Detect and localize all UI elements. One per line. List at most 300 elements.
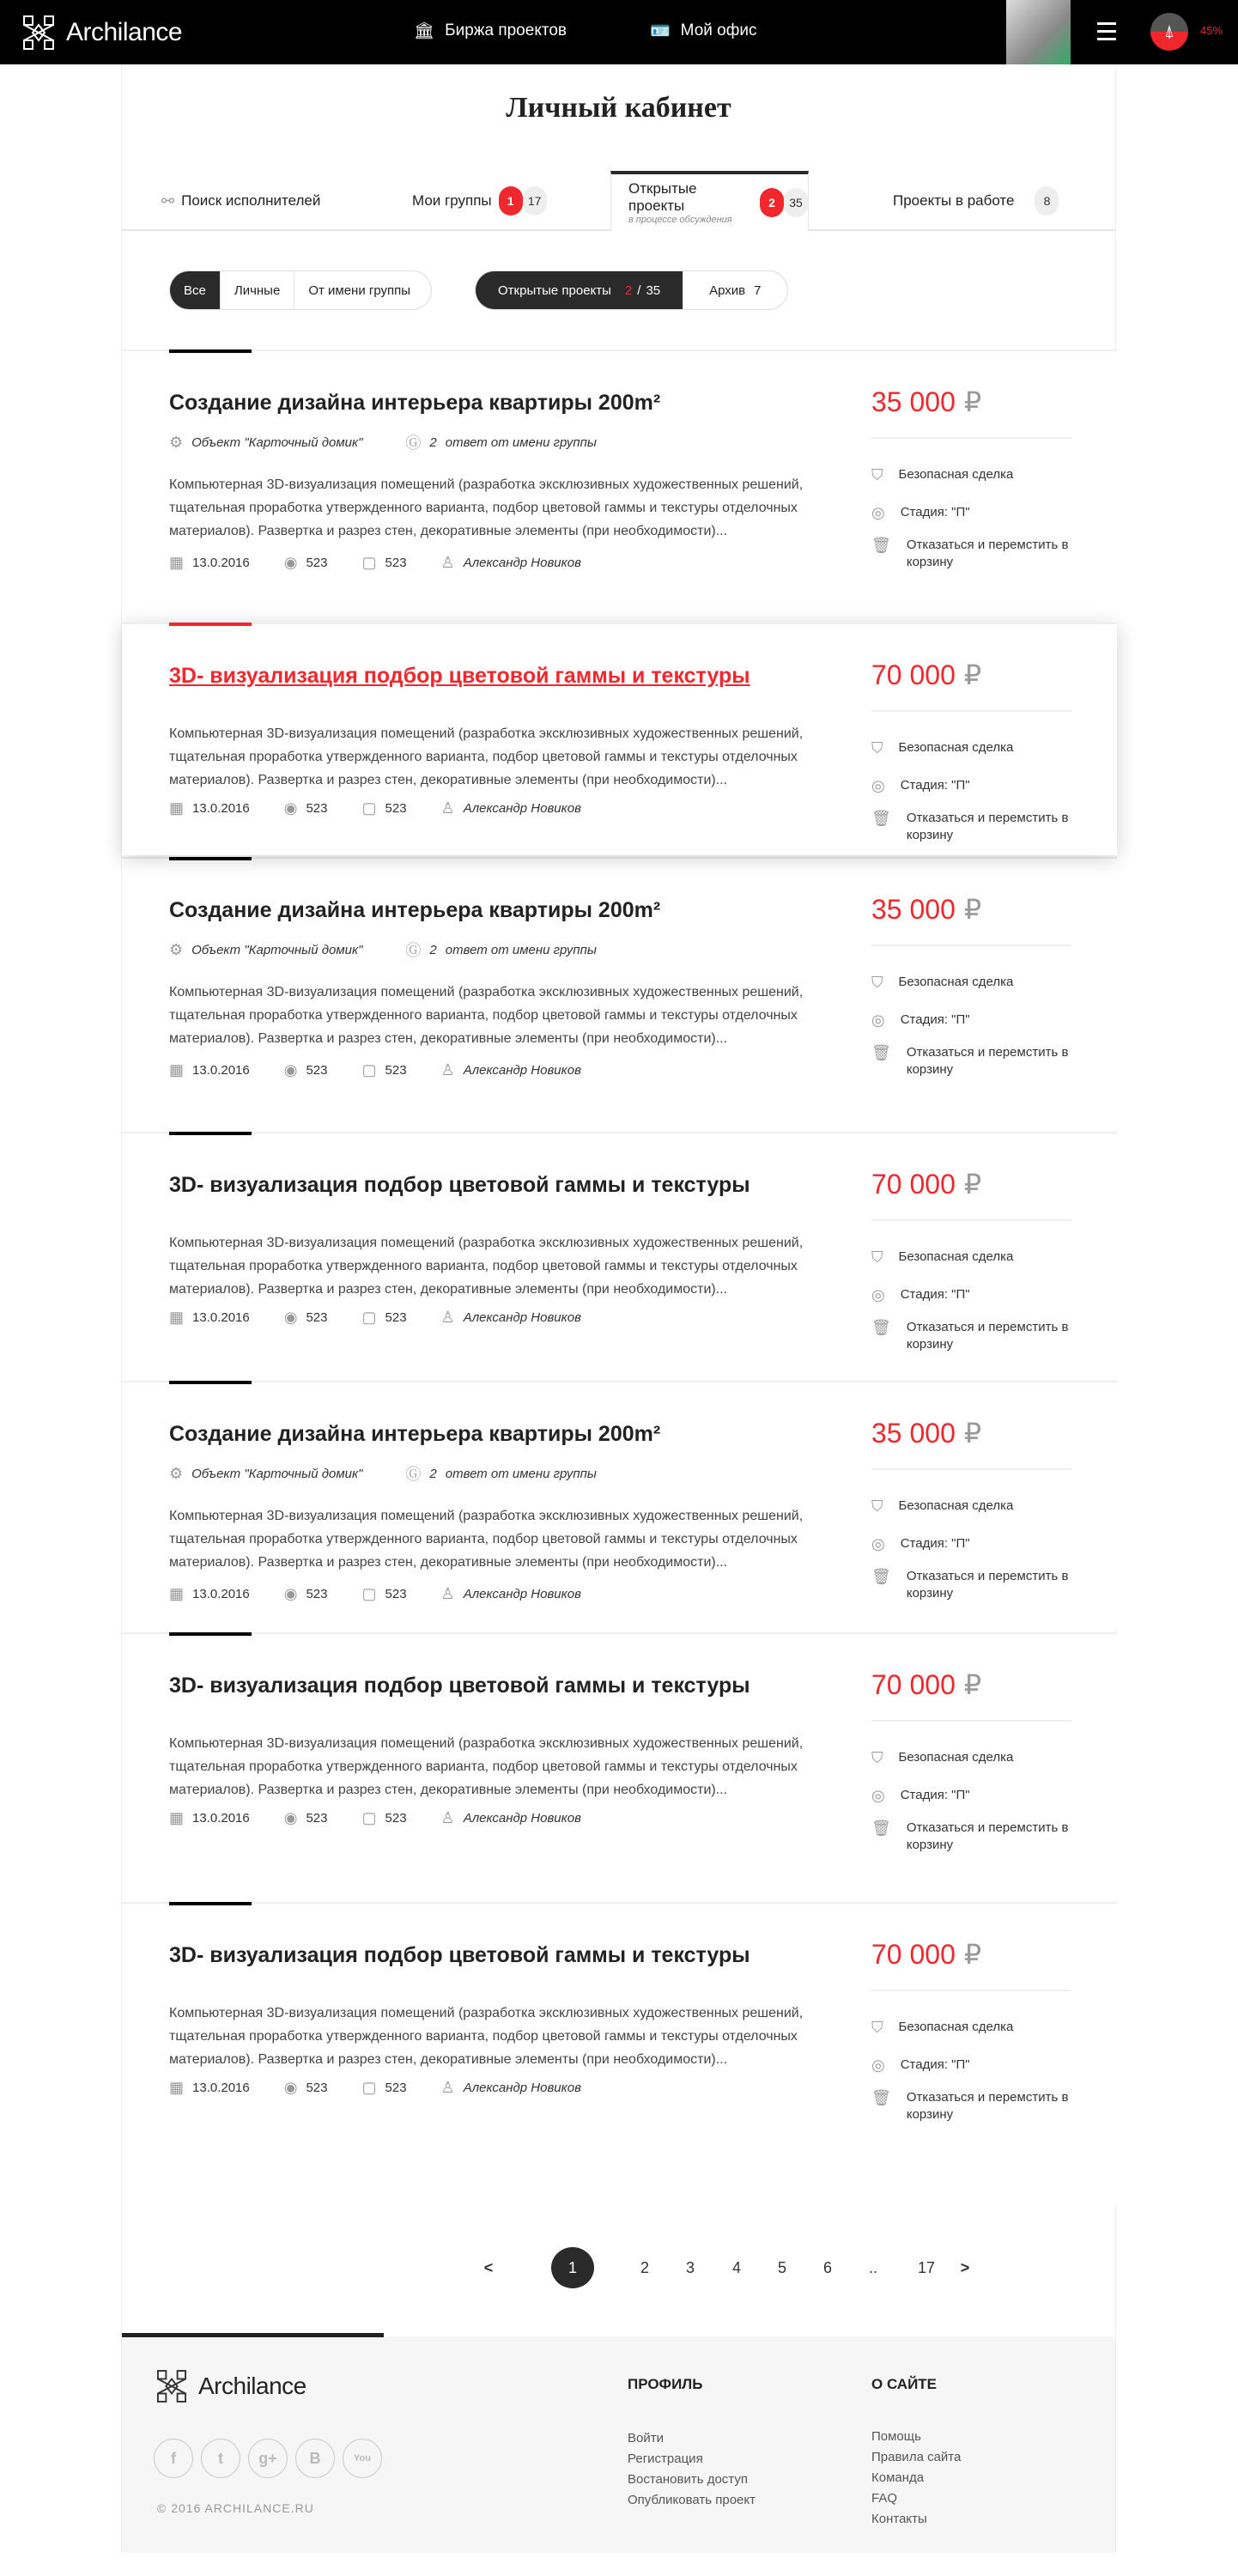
gear-icon: ⚙: [169, 1464, 184, 1482]
calendar-icon: ▦: [169, 1061, 185, 1078]
currency-icon: ₽: [963, 1169, 982, 1200]
youtube-icon[interactable]: You: [343, 2439, 382, 2478]
card-accent-bar: [169, 1902, 252, 1905]
project-card: [122, 857, 1117, 1130]
profile-progress-percent: 45%: [1200, 24, 1223, 37]
currency-icon: ₽: [963, 1669, 982, 1700]
project-author: [441, 799, 581, 817]
logo-icon: [23, 15, 54, 50]
card-accent-bar: [169, 857, 252, 860]
project-views: [284, 1309, 328, 1327]
safe-deal: [871, 739, 1086, 756]
project-date: [169, 1309, 250, 1327]
tab-my-groups[interactable]: [412, 171, 547, 231]
footer-profile-heading: ПРОФИЛЬ: [628, 2376, 703, 2392]
project-footer: [169, 1061, 581, 1079]
group-answers[interactable]: [405, 431, 597, 453]
nav-my-office[interactable]: [650, 21, 756, 41]
stage: [871, 1286, 1086, 1303]
trash-icon: 🗑: [871, 537, 891, 554]
filter-new-count: 2: [624, 283, 633, 298]
safe-deal-label: Безопасная сделка: [898, 1249, 1014, 1264]
user-icon: ♙: [440, 2079, 455, 2096]
project-price: [871, 659, 981, 691]
project-views-value: 523: [306, 1063, 328, 1078]
project-date: [169, 2079, 250, 2097]
project-views-value: 523: [306, 1310, 328, 1325]
badge-new: 1: [499, 186, 523, 216]
target-icon: ◎: [871, 777, 885, 794]
user-icon: ♙: [440, 1585, 455, 1602]
refuse-button-label: Отказаться и перемстить в корзину: [906, 811, 1069, 842]
project-comments: [362, 2079, 407, 2097]
tab-label: Мои группы: [412, 192, 492, 209]
column-icon: 🏛: [414, 22, 435, 40]
project-object: [169, 939, 362, 961]
project-title-link[interactable]: Создание дизайна интерьера квартиры 200m²: [169, 1422, 661, 1446]
refuse-button-label: Отказаться и перемстить в корзину: [906, 1320, 1069, 1352]
project-description: Компьютерная 3D-визуализация помещений (разработка эксклюзивных художественных решений, тщательная проработка утвержденного варианта, подбор цветовой гаммы и текстуры отделочных материалов). Развертка и разрез стен, декоративные элементы (при необходимости)...: [169, 2006, 804, 2067]
project-comments: [362, 1061, 407, 1079]
project-author: [441, 1809, 581, 1827]
target-icon: ◎: [871, 2057, 885, 2074]
card-accent-bar: [169, 623, 252, 626]
price-value: 70 000: [871, 659, 956, 690]
safe-deal-label: Безопасная сделка: [898, 1750, 1014, 1765]
eye-icon: ◉: [283, 1585, 298, 1602]
project-author-value: Александр Новиков: [463, 1310, 581, 1325]
google-plus-icon[interactable]: g+: [248, 2439, 288, 2478]
project-author-value: Александр Новиков: [463, 801, 581, 816]
id-card-icon: 🪪: [650, 22, 671, 40]
tab-sublabel: в процессе обсуждения: [628, 215, 732, 225]
safe-deal: [871, 466, 1086, 483]
footer-link[interactable]: Помощь: [871, 2429, 921, 2444]
divider: [871, 710, 1071, 712]
project-date: [169, 554, 250, 572]
filter-count: 7: [754, 283, 762, 298]
eye-icon: ◉: [283, 799, 298, 817]
user-icon: ♙: [440, 799, 455, 817]
project-comments-value: 523: [385, 1811, 407, 1826]
footer-link[interactable]: Востановить доступ: [628, 2472, 748, 2487]
answers-label: ответ от имени группы: [445, 434, 597, 450]
project-comments-value: 523: [385, 1310, 407, 1325]
group-answer-icon: Ⓖ: [405, 1466, 422, 1483]
project-comments-value: 523: [385, 1063, 407, 1078]
group-answer-icon: Ⓖ: [405, 942, 422, 959]
safe-deal-label: Безопасная сделка: [898, 740, 1014, 755]
project-date-value: 13.0.2016: [192, 1063, 250, 1078]
project-comments-value: 523: [385, 2081, 407, 2095]
badge-count: 17: [523, 186, 547, 216]
calendar-icon: ▦: [169, 554, 185, 571]
project-views-value: 523: [306, 556, 328, 570]
tab-search-executors[interactable]: [161, 171, 320, 231]
pagination-prev[interactable]: <: [483, 2259, 494, 2276]
project-footer: [169, 799, 581, 817]
project-title-link[interactable]: 3D- визуализация подбор цветовой гаммы и текстуры: [169, 664, 750, 688]
project-card: [122, 623, 1117, 855]
page-17[interactable]: 17: [917, 2259, 936, 2276]
project-author: [441, 2079, 581, 2097]
shield-icon: ⛉: [871, 1749, 883, 1766]
project-author-value: Александр Новиков: [463, 1811, 581, 1826]
trash-icon: 🗑: [871, 1044, 891, 1061]
object-name: Объект "Карточный домик": [191, 434, 363, 450]
safe-deal: [871, 1749, 1086, 1766]
refuse-button[interactable]: [871, 1568, 1086, 1602]
card-accent-bar: [169, 349, 252, 353]
stage-label: Стадия: "П": [900, 778, 970, 793]
project-description: Компьютерная 3D-визуализация помещений (разработка эксклюзивных художественных решений, тщательная проработка утвержденного варианта, подбор цветовой гаммы и текстуры отделочных материалов). Развертка и разрез стен, декоративные элементы (при необходимости)...: [169, 1736, 804, 1797]
refuse-button-label: Отказаться и перемстить в корзину: [906, 1045, 1069, 1077]
footer-link[interactable]: FAQ: [871, 2491, 898, 2506]
stage-label: Стадия: "П": [900, 1536, 970, 1551]
stage-label: Стадия: "П": [900, 505, 970, 519]
calendar-icon: ▦: [169, 1809, 185, 1826]
page-1[interactable]: 1: [551, 2247, 594, 2288]
tab-label: Проекты в работе: [893, 192, 1015, 209]
answers-label: ответ от имени группы: [445, 1466, 597, 1481]
project-title-link[interactable]: 3D- визуализация подбор цветовой гаммы и текстуры: [169, 1943, 750, 1967]
eye-icon: ◉: [283, 554, 298, 571]
stage: [871, 2057, 1086, 2074]
project-object: [169, 1462, 362, 1485]
footer-link[interactable]: Команда: [871, 2470, 925, 2485]
vk-icon[interactable]: B: [295, 2439, 335, 2478]
project-views: [284, 2079, 328, 2097]
stage: [871, 1012, 1086, 1029]
project-author: [441, 1061, 581, 1079]
filter-group[interactable]: От имени группы: [308, 283, 411, 298]
stage: [871, 504, 1086, 521]
calendar-icon: ▦: [169, 2079, 185, 2096]
tabs: [122, 171, 1115, 231]
comment-icon: ▢: [361, 1061, 377, 1078]
project-author: [441, 1585, 581, 1603]
refuse-button[interactable]: [871, 1319, 1086, 1353]
project-price: [871, 1417, 981, 1449]
project-date-value: 13.0.2016: [192, 1587, 250, 1601]
filter-archive[interactable]: [683, 271, 786, 309]
comment-icon: ▢: [361, 1809, 377, 1826]
badge-count: 8: [1035, 186, 1059, 216]
page-6[interactable]: 6: [822, 2259, 832, 2276]
page-title: Личный кабинет: [506, 92, 731, 124]
stage-label: Стадия: "П": [900, 2057, 970, 2072]
project-footer: [169, 1809, 581, 1827]
tab-projects-in-work[interactable]: [893, 171, 1059, 231]
facebook-icon[interactable]: f: [154, 2439, 193, 2478]
project-views: [284, 1585, 328, 1603]
project-footer: [169, 1585, 581, 1603]
profile-progress-compass-icon[interactable]: ⍋: [1150, 13, 1188, 51]
project-date-value: 13.0.2016: [192, 2081, 250, 2095]
project-date: [169, 799, 250, 817]
eye-icon: ◉: [283, 1061, 298, 1078]
eye-icon: ◉: [283, 2079, 298, 2096]
project-comments-value: 523: [385, 556, 407, 570]
trash-icon: 🗑: [871, 2089, 891, 2106]
divider: [871, 945, 1071, 946]
card-accent-bar: [169, 1381, 252, 1384]
project-object: [169, 431, 362, 453]
project-views: [284, 554, 328, 572]
filter-all[interactable]: Все: [170, 271, 221, 309]
price-value: 70 000: [871, 1669, 956, 1700]
shield-icon: ⛉: [871, 1498, 883, 1515]
filter-open-projects[interactable]: [476, 271, 683, 309]
eye-icon: ◉: [283, 1809, 298, 1826]
footer: [122, 2336, 1115, 2553]
safe-deal-label: Безопасная сделка: [898, 1498, 1014, 1513]
card-accent-bar: [169, 1632, 252, 1636]
comment-icon: ▢: [361, 799, 377, 817]
project-card: [122, 1132, 1117, 1379]
answers-count: 2: [429, 434, 437, 450]
project-author-value: Александр Новиков: [463, 1063, 581, 1078]
footer-link[interactable]: Войти: [628, 2431, 664, 2445]
footer-link[interactable]: Опубликовать проект: [628, 2493, 756, 2507]
project-description: Компьютерная 3D-визуализация помещений (разработка эксклюзивных художественных решений, тщательная проработка утвержденного варианта, подбор цветовой гаммы и текстуры отделочных материалов). Развертка и разрез стен, декоративные элементы (при необходимости)...: [169, 1236, 804, 1297]
stage: [871, 1535, 1086, 1552]
trash-icon: 🗑: [871, 1319, 891, 1336]
main-container: [121, 64, 1116, 2553]
eye-icon: ◉: [283, 1309, 298, 1326]
filter-total-count: 35: [646, 283, 661, 298]
target-icon: ◎: [871, 1012, 885, 1029]
divider: [871, 1468, 1071, 1470]
refuse-button[interactable]: [871, 2089, 1086, 2123]
project-views-value: 523: [306, 801, 328, 816]
divider: [871, 1990, 1071, 1991]
avatar[interactable]: [1006, 0, 1071, 64]
group-answers[interactable]: [405, 1462, 597, 1485]
filter-label: Открытые проекты: [498, 283, 611, 298]
logo[interactable]: [23, 15, 182, 50]
comment-icon: ▢: [361, 1309, 377, 1326]
user-icon: ♙: [440, 1309, 455, 1326]
project-views-value: 523: [306, 1587, 328, 1601]
page-5[interactable]: 5: [777, 2259, 786, 2276]
safe-deal: [871, 974, 1086, 991]
answers-label: ответ от имени группы: [445, 942, 597, 957]
target-icon: ◎: [871, 1286, 885, 1303]
project-date: [169, 1809, 250, 1827]
calendar-icon: ▦: [169, 1585, 185, 1602]
project-author-value: Александр Новиков: [463, 556, 581, 570]
project-views-value: 523: [306, 1811, 328, 1826]
refuse-button[interactable]: [871, 1820, 1086, 1854]
project-date-value: 13.0.2016: [192, 801, 250, 816]
calendar-icon: ▦: [169, 799, 185, 817]
currency-icon: ₽: [963, 894, 982, 925]
project-price: [871, 386, 981, 418]
trash-icon: 🗑: [871, 1568, 891, 1585]
project-card: [122, 1902, 1117, 2204]
price-value: 70 000: [871, 1169, 956, 1200]
shield-icon: ⛉: [871, 2019, 883, 2036]
project-author: [441, 554, 581, 572]
target-icon: ◎: [871, 1787, 885, 1804]
project-description: Компьютерная 3D-визуализация помещений (разработка эксклюзивных художественных решений, тщательная проработка утвержденного варианта, подбор цветовой гаммы и текстуры отделочных материалов). Развертка и разрез стен, декоративные элементы (при необходимости)...: [169, 985, 804, 1046]
project-footer: [169, 1309, 581, 1327]
tab-open-projects[interactable]: [610, 171, 809, 233]
project-author-value: Александр Новиков: [463, 2081, 581, 2095]
shield-icon: ⛉: [871, 1249, 883, 1266]
answers-count: 2: [429, 1466, 437, 1481]
stage-label: Стадия: "П": [900, 1788, 970, 1802]
shield-icon: ⛉: [871, 466, 883, 483]
user-icon: ♙: [440, 1809, 455, 1826]
currency-icon: ₽: [963, 1418, 982, 1449]
logo-icon: [157, 2369, 186, 2403]
refuse-button-label: Отказаться и перемстить в корзину: [906, 2090, 1069, 2122]
binoculars-icon: ⚯: [161, 191, 175, 210]
currency-icon: ₽: [963, 386, 982, 417]
divider: [871, 1720, 1071, 1722]
project-views-value: 523: [306, 2081, 328, 2095]
safe-deal-label: Безопасная сделка: [898, 975, 1014, 989]
project-meta: [169, 939, 597, 961]
page-4[interactable]: 4: [731, 2259, 741, 2276]
page-2[interactable]: 2: [640, 2259, 649, 2276]
object-name: Объект "Карточный домик": [191, 1466, 363, 1481]
group-answer-icon: Ⓖ: [405, 434, 422, 452]
project-card: [122, 1381, 1117, 1631]
footer-accent-bar: [122, 2333, 384, 2337]
tab-label: Открытые проекты: [628, 180, 697, 214]
currency-icon: ₽: [963, 1939, 982, 1970]
refuse-button[interactable]: [871, 810, 1086, 844]
trash-icon: 🗑: [871, 810, 891, 827]
project-author-value: Александр Новиков: [463, 1587, 581, 1601]
owner-filter: [169, 270, 432, 310]
copyright: © 2016 ARCHILANCE.RU: [157, 2501, 314, 2515]
filter-label: Архив: [709, 283, 746, 298]
project-comments: [362, 1309, 407, 1327]
project-date-value: 13.0.2016: [192, 1811, 250, 1826]
nav-project-exchange[interactable]: [414, 21, 567, 41]
object-name: Объект "Карточный домик": [191, 942, 363, 957]
nav-label: Мой офис: [680, 21, 757, 39]
tab-label: Поиск исполнителей: [181, 192, 321, 209]
safe-deal: [871, 1498, 1086, 1515]
comment-icon: ▢: [361, 554, 377, 571]
project-title-link[interactable]: Создание дизайна интерьера квартиры 200m²: [169, 391, 661, 415]
project-description: Компьютерная 3D-визуализация помещений (разработка эксклюзивных художественных решений, тщательная проработка утвержденного варианта, подбор цветовой гаммы и текстуры отделочных материалов). Развертка и разрез стен, декоративные элементы (при необходимости)...: [169, 477, 804, 538]
project-price: [871, 893, 981, 926]
gear-icon: ⚙: [169, 940, 184, 958]
trash-icon: 🗑: [871, 1820, 891, 1837]
user-icon: ♙: [440, 1061, 455, 1078]
shield-icon: ⛉: [871, 974, 883, 991]
filter-personal[interactable]: Личные: [221, 271, 294, 309]
project-comments-value: 523: [385, 801, 407, 816]
divider: [871, 437, 1071, 439]
project-title-link[interactable]: Создание дизайна интерьера квартиры 200m²: [169, 898, 661, 922]
safe-deal-label: Безопасная сделка: [898, 2020, 1014, 2034]
refuse-button[interactable]: [871, 1044, 1086, 1078]
filter-separator: /: [637, 283, 641, 298]
price-value: 35 000: [871, 894, 956, 925]
project-footer: [169, 554, 581, 572]
project-price: [871, 1168, 981, 1200]
badge-count: 35: [784, 188, 808, 217]
safe-deal-label: Безопасная сделка: [898, 467, 1014, 482]
status-filter: [475, 270, 788, 310]
badge-new: 2: [760, 188, 784, 217]
project-date: [169, 1585, 250, 1603]
target-icon: ◎: [871, 504, 885, 521]
safe-deal: [871, 2019, 1086, 2036]
brand-name: Archilance: [66, 18, 183, 46]
hamburger-menu-icon[interactable]: [1097, 22, 1116, 46]
project-comments: [362, 1809, 407, 1827]
answers-count: 2: [429, 942, 437, 957]
refuse-button-label: Отказаться и перемстить в корзину: [906, 538, 1069, 569]
refuse-button[interactable]: [871, 537, 1086, 571]
gear-icon: ⚙: [169, 433, 184, 451]
footer-link[interactable]: Правила сайта: [871, 2450, 962, 2464]
project-meta: [169, 1462, 597, 1485]
comment-icon: ▢: [361, 2079, 377, 2096]
page-3[interactable]: 3: [685, 2259, 695, 2276]
page-ellipsis: ..: [868, 2259, 877, 2276]
project-title-link[interactable]: 3D- визуализация подбор цветовой гаммы и текстуры: [169, 1173, 750, 1197]
top-header: [0, 0, 1238, 64]
pagination-next[interactable]: >: [960, 2259, 970, 2276]
project-title-link[interactable]: 3D- визуализация подбор цветовой гаммы и текстуры: [169, 1674, 750, 1698]
project-footer: [169, 2079, 581, 2097]
project-card: [122, 349, 1117, 623]
stage: [871, 777, 1086, 794]
project-description: Компьютерная 3D-визуализация помещений (разработка эксклюзивных художественных решений, тщательная проработка утвержденного варианта, подбор цветовой гаммы и текстуры отделочных материалов). Развертка и разрез стен, декоративные элементы (при необходимости)...: [169, 1509, 804, 1570]
footer-link[interactable]: Регистрация: [628, 2451, 703, 2466]
project-comments: [362, 1585, 407, 1603]
safe-deal: [871, 1249, 1086, 1266]
project-views: [284, 799, 328, 817]
brand-name: Archilance: [198, 2372, 306, 2399]
stage: [871, 1787, 1086, 1804]
shield-icon: ⛉: [871, 739, 883, 756]
project-price: [871, 1938, 981, 1971]
project-price: [871, 1668, 981, 1701]
project-comments-value: 523: [385, 1587, 407, 1601]
project-date-value: 13.0.2016: [192, 556, 250, 570]
target-icon: ◎: [871, 1535, 885, 1552]
group-answers[interactable]: [405, 939, 597, 961]
card-accent-bar: [169, 1132, 252, 1135]
twitter-icon[interactable]: t: [201, 2439, 240, 2478]
stage-label: Стадия: "П": [900, 1012, 970, 1027]
footer-about-heading: О САЙТЕ: [871, 2376, 938, 2392]
comment-icon: ▢: [361, 1585, 377, 1602]
project-description: Компьютерная 3D-визуализация помещений (разработка эксклюзивных художественных решений, тщательная проработка утвержденного варианта, подбор цветовой гаммы и текстуры отделочных материалов). Развертка и разрез стен, декоративные элементы (при необходимости)...: [169, 726, 804, 787]
footer-link[interactable]: Контакты: [871, 2512, 927, 2526]
project-meta: [169, 431, 597, 453]
divider: [871, 1219, 1071, 1221]
project-comments: [362, 799, 407, 817]
refuse-button-label: Отказаться и перемстить в корзину: [906, 1569, 1069, 1601]
project-views: [284, 1061, 328, 1079]
currency-icon: ₽: [963, 659, 982, 690]
refuse-button-label: Отказаться и перемстить в корзину: [906, 1820, 1069, 1852]
nav-label: Биржа проектов: [445, 21, 567, 39]
project-date-value: 13.0.2016: [192, 1310, 250, 1325]
footer-logo[interactable]: [157, 2369, 306, 2403]
